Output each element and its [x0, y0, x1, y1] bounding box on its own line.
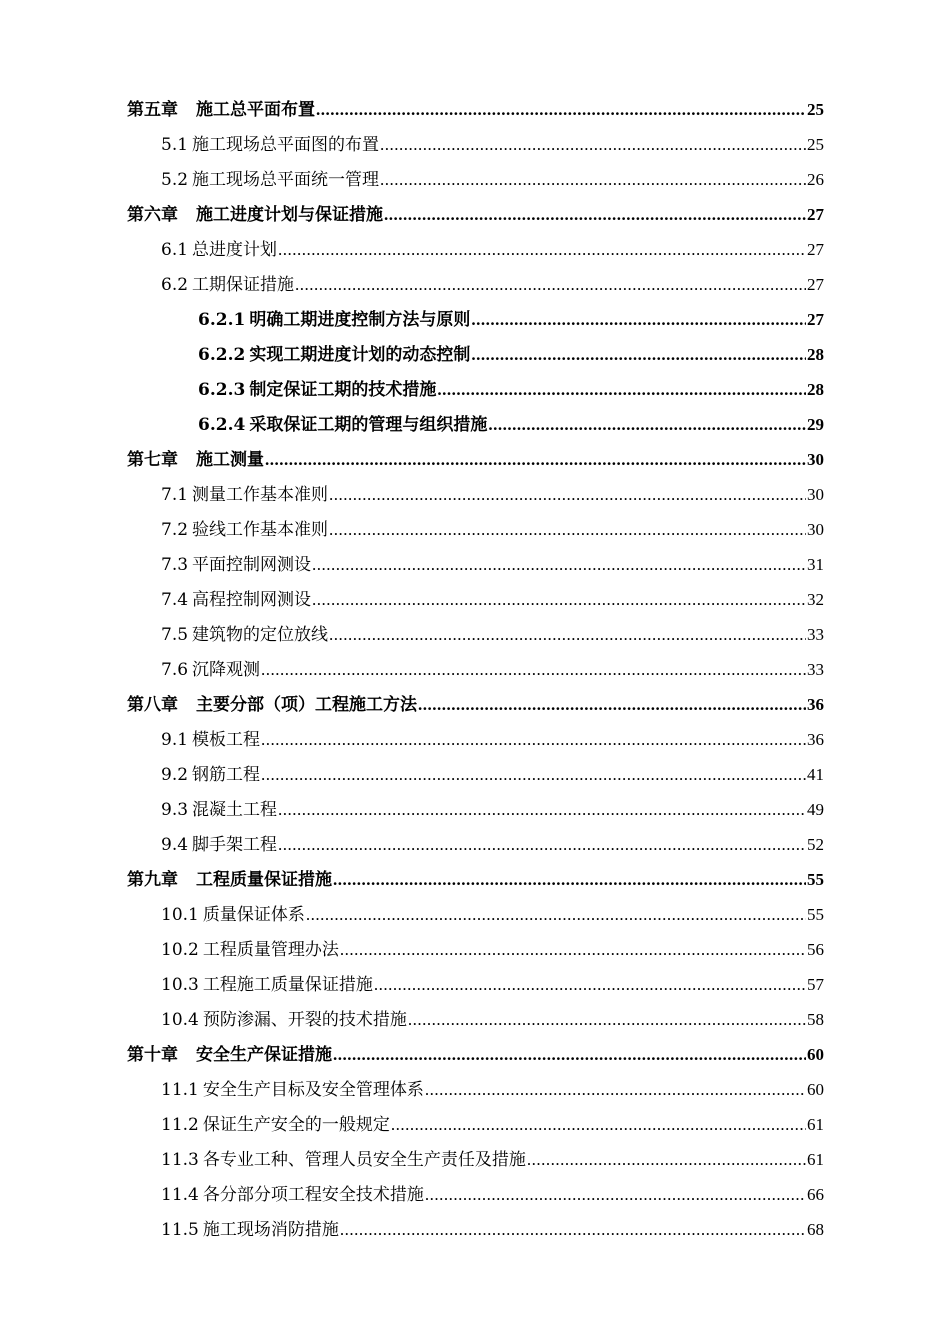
toc-subsection-entry[interactable]: [127, 302, 824, 337]
toc-entry-number: 第八章: [127, 695, 178, 715]
dot-leader: [329, 617, 806, 652]
toc-chapter-entry[interactable]: [127, 442, 824, 477]
toc-section-entry[interactable]: [127, 617, 824, 652]
dot-leader: [380, 127, 806, 162]
dot-leader: [306, 897, 806, 932]
dot-leader: [329, 477, 806, 512]
toc-entry-number: 10.1: [161, 905, 199, 925]
toc-entry-number: 10.3: [161, 975, 199, 995]
toc-page-number: 66: [807, 1185, 824, 1204]
dot-leader: [333, 862, 806, 897]
toc-page-number: 30: [807, 485, 824, 504]
dot-leader: [340, 1212, 806, 1247]
toc-entry-number: 11.5: [161, 1220, 199, 1240]
toc-section-entry[interactable]: [127, 512, 824, 547]
toc-page-number: 56: [807, 940, 824, 959]
table-of-contents: [127, 92, 824, 1247]
toc-entry-number: 11.3: [161, 1150, 199, 1170]
toc-entry-title: 混凝土工程: [192, 800, 278, 820]
toc-section-entry[interactable]: [127, 652, 824, 687]
toc-entry-title: 各专业工种、管理人员安全生产责任及措施: [202, 1150, 526, 1170]
toc-entry-number: 第七章: [127, 450, 178, 470]
toc-page-number: 28: [807, 380, 824, 399]
toc-entry-title: 施工现场总平面统一管理: [192, 170, 380, 190]
dot-leader: [384, 197, 806, 232]
toc-page-number: 60: [807, 1080, 824, 1099]
toc-entry-title: 工程质量管理办法: [202, 940, 339, 960]
toc-page-number: 28: [807, 345, 824, 364]
toc-entry-title: 平面控制网测设: [192, 555, 312, 575]
dot-leader: [527, 1142, 806, 1177]
dot-leader: [265, 442, 806, 477]
toc-section-entry[interactable]: [127, 477, 824, 512]
toc-section-entry[interactable]: [127, 232, 824, 267]
toc-entry-title: 高程控制网测设: [192, 590, 312, 610]
toc-subsection-entry[interactable]: [127, 337, 824, 372]
toc-chapter-entry[interactable]: [127, 862, 824, 897]
toc-entry-number: 11.2: [161, 1115, 199, 1135]
toc-entry-number: 7.6: [161, 660, 189, 680]
toc-entry-title: 工程质量保证措施: [196, 870, 332, 890]
toc-page-number: 36: [807, 695, 824, 714]
toc-entry-title: 施工总平面布置: [196, 100, 315, 120]
dot-leader: [488, 407, 806, 442]
toc-entry-title: 安全生产目标及安全管理体系: [202, 1080, 424, 1100]
toc-section-entry[interactable]: [127, 1177, 824, 1212]
toc-entry-title: 工程施工质量保证措施: [202, 975, 373, 995]
toc-section-entry[interactable]: [127, 897, 824, 932]
toc-page-number: 27: [807, 240, 824, 259]
toc-entry-number: 7.5: [161, 625, 189, 645]
toc-entry-title: 预防渗漏、开裂的技术措施: [202, 1010, 407, 1030]
dot-leader: [380, 162, 806, 197]
toc-section-entry[interactable]: [127, 267, 824, 302]
toc-page-number: 68: [807, 1220, 824, 1239]
toc-entry-number: 第五章: [127, 100, 178, 120]
toc-page-number: 55: [807, 870, 824, 889]
toc-section-entry[interactable]: [127, 967, 824, 1002]
dot-leader: [418, 687, 806, 722]
dot-leader: [329, 512, 806, 547]
toc-entry-number: 第六章: [127, 205, 178, 225]
toc-section-entry[interactable]: [127, 1212, 824, 1247]
dot-leader: [278, 792, 806, 827]
dot-leader: [408, 1002, 806, 1037]
toc-entry-number: 9.1: [161, 730, 189, 750]
toc-section-entry[interactable]: [127, 827, 824, 862]
toc-page-number: 58: [807, 1010, 824, 1029]
toc-page-number: 55: [807, 905, 824, 924]
dot-leader: [261, 652, 806, 687]
toc-entry-number: 7.3: [161, 555, 189, 575]
toc-chapter-entry[interactable]: [127, 197, 824, 232]
toc-section-entry[interactable]: [127, 792, 824, 827]
toc-chapter-entry[interactable]: [127, 687, 824, 722]
toc-entry-number: 10.2: [161, 940, 199, 960]
toc-entry-title: 沉降观测: [192, 660, 261, 680]
dot-leader: [471, 302, 806, 337]
toc-entry-title: 质量保证体系: [202, 905, 305, 925]
toc-entry-number: 6.2.1: [198, 310, 246, 330]
toc-entry-title: 钢筋工程: [192, 765, 261, 785]
toc-page-number: 57: [807, 975, 824, 994]
toc-section-entry[interactable]: [127, 547, 824, 582]
toc-page-number: 27: [807, 205, 824, 224]
toc-entry-number: 6.2.3: [198, 380, 246, 400]
toc-page-number: 60: [807, 1045, 824, 1064]
dot-leader: [278, 827, 806, 862]
toc-entry-title: 保证生产安全的一般规定: [202, 1115, 390, 1135]
toc-page-number: 61: [807, 1150, 824, 1169]
toc-entry-number: 10.4: [161, 1010, 199, 1030]
toc-subsection-entry[interactable]: [127, 372, 824, 407]
toc-entry-title: 总进度计划: [192, 240, 278, 260]
toc-page-number: 30: [807, 450, 824, 469]
toc-page-number: 33: [807, 660, 824, 679]
toc-section-entry[interactable]: [127, 1107, 824, 1142]
toc-chapter-entry[interactable]: [127, 1037, 824, 1072]
toc-entry-title: 建筑物的定位放线: [192, 625, 329, 645]
toc-page-number: 30: [807, 520, 824, 539]
toc-page-number: 26: [807, 170, 824, 189]
toc-entry-number: 9.2: [161, 765, 189, 785]
toc-entry-number: 6.1: [161, 240, 189, 260]
toc-page-number: 49: [807, 800, 824, 819]
toc-entry-title: 各分部分项工程安全技术措施: [202, 1185, 424, 1205]
toc-entry-number: 6.2: [161, 275, 189, 295]
dot-leader: [340, 932, 806, 967]
toc-entry-number: 11.1: [161, 1080, 199, 1100]
toc-entry-number: 第十章: [127, 1045, 178, 1065]
toc-section-entry[interactable]: [127, 162, 824, 197]
toc-page-number: 27: [807, 310, 824, 329]
toc-entry-number: 7.4: [161, 590, 189, 610]
toc-entry-title: 施工现场总平面图的布置: [192, 135, 380, 155]
toc-page-number: 29: [807, 415, 824, 434]
dot-leader: [425, 1072, 806, 1107]
toc-page-number: 41: [807, 765, 824, 784]
toc-entry-title: 明确工期进度控制方法与原则: [249, 310, 471, 330]
toc-page-number: 32: [807, 590, 824, 609]
dot-leader: [261, 722, 806, 757]
toc-page-number: 52: [807, 835, 824, 854]
toc-page-number: 61: [807, 1115, 824, 1134]
toc-entry-number: 7.1: [161, 485, 189, 505]
dot-leader: [278, 232, 806, 267]
toc-entry-title: 工期保证措施: [192, 275, 295, 295]
toc-entry-number: 5.1: [161, 135, 189, 155]
dot-leader: [437, 372, 806, 407]
dot-leader: [391, 1107, 806, 1142]
toc-entry-title: 制定保证工期的技术措施: [249, 380, 437, 400]
toc-section-entry[interactable]: [127, 127, 824, 162]
dot-leader: [374, 967, 806, 1002]
toc-entry-title: 施工现场消防措施: [202, 1220, 339, 1240]
dot-leader: [333, 1037, 806, 1072]
toc-entry-number: 11.4: [161, 1185, 199, 1205]
toc-entry-number: 5.2: [161, 170, 189, 190]
toc-entry-title: 模板工程: [192, 730, 261, 750]
toc-page-number: 31: [807, 555, 824, 574]
toc-entry-title: 脚手架工程: [192, 835, 278, 855]
dot-leader: [316, 92, 806, 127]
toc-entry-number: 9.3: [161, 800, 189, 820]
toc-subsection-entry[interactable]: [127, 407, 824, 442]
dot-leader: [312, 547, 806, 582]
toc-section-entry[interactable]: [127, 932, 824, 967]
toc-page-number: 25: [807, 100, 824, 119]
toc-entry-title: 安全生产保证措施: [196, 1045, 332, 1065]
toc-section-entry[interactable]: [127, 1002, 824, 1037]
dot-leader: [295, 267, 806, 302]
toc-entry-number: 7.2: [161, 520, 189, 540]
dot-leader: [312, 582, 806, 617]
toc-entry-title: 施工进度计划与保证措施: [196, 205, 383, 225]
toc-entry-number: 6.2.4: [198, 415, 246, 435]
dot-leader: [261, 757, 806, 792]
dot-leader: [471, 337, 806, 372]
toc-section-entry[interactable]: [127, 757, 824, 792]
toc-entry-title: 验线工作基本准则: [192, 520, 329, 540]
toc-entry-number: 9.4: [161, 835, 189, 855]
toc-entry-title: 实现工期进度计划的动态控制: [249, 345, 471, 365]
toc-entry-number: 6.2.2: [198, 345, 246, 365]
toc-entry-title: 施工测量: [196, 450, 264, 470]
toc-page-number: 27: [807, 275, 824, 294]
toc-page-number: 25: [807, 135, 824, 154]
toc-entry-title: 采取保证工期的管理与组织措施: [249, 415, 488, 435]
toc-section-entry[interactable]: [127, 582, 824, 617]
toc-chapter-entry[interactable]: [127, 92, 824, 127]
toc-entry-title: 测量工作基本准则: [192, 485, 329, 505]
toc-page-number: 33: [807, 625, 824, 644]
toc-section-entry[interactable]: [127, 1142, 824, 1177]
toc-entry-title: 主要分部（项）工程施工方法: [196, 695, 417, 715]
toc-section-entry[interactable]: [127, 1072, 824, 1107]
toc-page-number: 36: [807, 730, 824, 749]
toc-section-entry[interactable]: [127, 722, 824, 757]
dot-leader: [425, 1177, 806, 1212]
toc-entry-number: 第九章: [127, 870, 178, 890]
